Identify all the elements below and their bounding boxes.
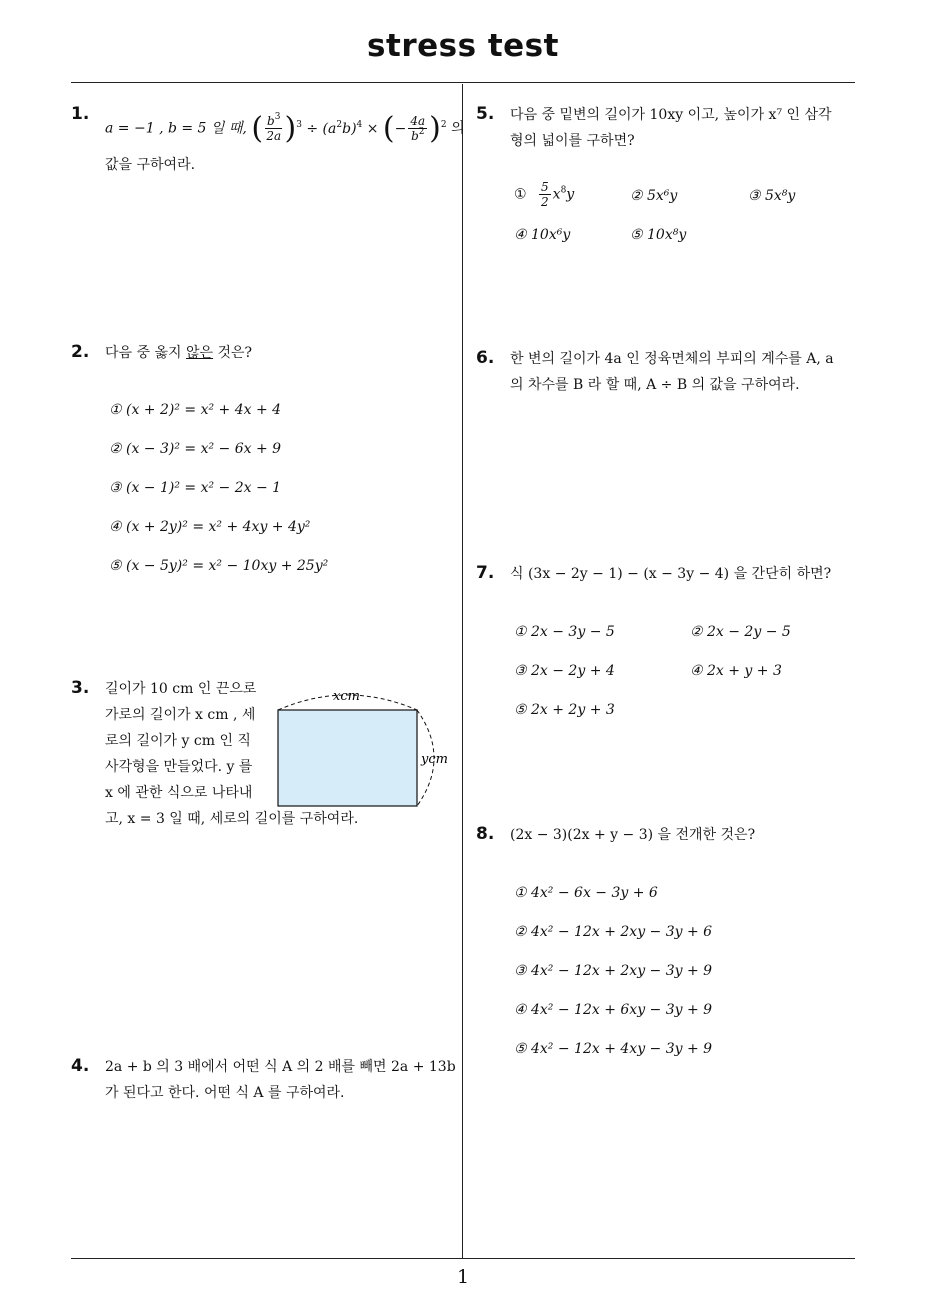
question-8 bbox=[476, 824, 866, 1064]
question-text: 식 (3x − 2y − 1) − (x − 3y − 4) 을 간단히 하면? bbox=[510, 566, 832, 582]
option-1[interactable]: ① 4x² − 6x − 3y + 6 bbox=[514, 885, 658, 901]
option-1[interactable]: ① $\frac{5}{2}$ $x^8y$ bbox=[514, 180, 575, 209]
question-2 bbox=[71, 342, 461, 582]
text-line: 가 된다고 한다. 어떤 식 A 를 구하여라. bbox=[105, 1085, 345, 1101]
question-3 bbox=[71, 678, 461, 838]
bottom-rule bbox=[71, 1258, 855, 1259]
text-line: x 에 관한 식으로 나타내 bbox=[105, 785, 253, 801]
option-1[interactable]: ① (x + 2)² = x² + 4x + 4 bbox=[109, 402, 282, 418]
question-number: 1. bbox=[71, 104, 90, 124]
height-label: ycm bbox=[421, 752, 448, 767]
option-4[interactable]: ④ (x + 2y)² = x² + 4xy + 4y² bbox=[109, 519, 311, 535]
option-5[interactable]: ⑤ 2x + 2y + 3 bbox=[514, 702, 615, 718]
question-text: (2x − 3)(2x + y − 3) 을 전개한 것은? bbox=[510, 827, 756, 843]
text-part: 것은? bbox=[213, 345, 253, 361]
question-text bbox=[105, 340, 252, 366]
suffix-text: 의 bbox=[451, 120, 465, 137]
text-line: 로의 길이가 y cm 인 직 bbox=[105, 733, 251, 749]
text-line: 2a + b 의 3 배에서 어떤 식 A 의 2 배를 빼면 2a + 13b bbox=[105, 1059, 456, 1075]
option-1[interactable]: ① 2x − 3y − 5 bbox=[514, 624, 615, 640]
text-line: 길이가 10 cm 인 끈으로 bbox=[105, 681, 257, 697]
option-3[interactable]: ③ 5x⁸y bbox=[748, 188, 796, 204]
question-7 bbox=[476, 563, 866, 723]
option-3[interactable]: ③ 2x − 2y + 4 bbox=[514, 663, 615, 679]
text-line: 사각형을 만들었다. y 를 bbox=[105, 759, 253, 775]
question-1 bbox=[71, 104, 465, 184]
option-2[interactable]: ② (x − 3)² = x² − 6x + 9 bbox=[109, 441, 282, 457]
question-4 bbox=[71, 1056, 461, 1116]
option-3[interactable]: ③ (x − 1)² = x² − 2x − 1 bbox=[109, 480, 282, 496]
text-line: 고, x = 3 일 때, 세로의 길이를 구하여라. bbox=[105, 811, 359, 827]
expression: ( $\frac{b^3}{2a}$ )$^3 \div (a^2b)^4$ × (− $\frac{4a}{b^2}$ )$^2$ bbox=[251, 110, 447, 146]
option-2[interactable]: ② 5x⁶y bbox=[630, 188, 678, 204]
text-line: 가로의 길이가 x cm , 세 bbox=[105, 707, 256, 723]
question-number: 8. bbox=[476, 824, 495, 844]
option-5[interactable]: ⑤ 10x⁸y bbox=[630, 227, 687, 243]
rectangle-figure bbox=[271, 684, 461, 814]
question-number: 5. bbox=[476, 104, 495, 124]
text-line: 의 차수를 B 라 할 때, A ÷ B 의 값을 구하여라. bbox=[510, 377, 800, 393]
question-number: 2. bbox=[71, 342, 90, 362]
text-part: 다음 중 옳지 bbox=[105, 345, 186, 361]
question-6 bbox=[476, 348, 866, 408]
text-line: 다음 중 밑변의 길이가 10xy 이고, 높이가 x⁷ 인 삼각 bbox=[510, 107, 832, 123]
question-number: 7. bbox=[476, 563, 495, 583]
option-5[interactable]: ⑤ (x − 5y)² = x² − 10xy + 25y² bbox=[109, 558, 329, 574]
option-3[interactable]: ③ 4x² − 12x + 2xy − 3y + 9 bbox=[514, 963, 713, 979]
rectangle-shape bbox=[278, 710, 417, 806]
question-text bbox=[510, 346, 834, 398]
text-line: 형의 넓이를 구하면? bbox=[510, 133, 635, 149]
option-2[interactable]: ② 4x² − 12x + 2xy − 3y + 6 bbox=[514, 924, 713, 940]
width-label: xcm bbox=[333, 689, 360, 704]
text-line: 한 변의 길이가 4a 인 정육면체의 부피의 계수를 A, a bbox=[510, 351, 834, 367]
question-5 bbox=[476, 104, 866, 254]
option-5[interactable]: ⑤ 4x² − 12x + 4xy − 3y + 9 bbox=[514, 1041, 713, 1057]
option-4[interactable]: ④ 2x + y + 3 bbox=[690, 663, 782, 679]
option-4[interactable]: ④ 4x² − 12x + 6xy − 3y + 9 bbox=[514, 1002, 713, 1018]
question-number: 3. bbox=[71, 678, 90, 698]
question-text bbox=[105, 110, 465, 146]
option-2[interactable]: ② 2x − 2y − 5 bbox=[690, 624, 791, 640]
page-number: 1 bbox=[456, 1266, 470, 1288]
question-text-line2: 값을 구하여라. bbox=[105, 157, 196, 173]
question-text bbox=[510, 102, 832, 154]
option-marker: ① bbox=[514, 186, 527, 203]
underlined-word: 않은 bbox=[185, 345, 214, 361]
top-rule bbox=[71, 82, 855, 83]
question-text bbox=[105, 1054, 456, 1106]
page-title: stress test bbox=[367, 28, 559, 64]
question-number: 4. bbox=[71, 1056, 90, 1076]
question-number: 6. bbox=[476, 348, 495, 368]
option-4[interactable]: ④ 10x⁶y bbox=[514, 227, 571, 243]
column-divider bbox=[462, 84, 463, 1258]
condition-text: a = −1 , b = 5 일 때, bbox=[105, 120, 247, 137]
